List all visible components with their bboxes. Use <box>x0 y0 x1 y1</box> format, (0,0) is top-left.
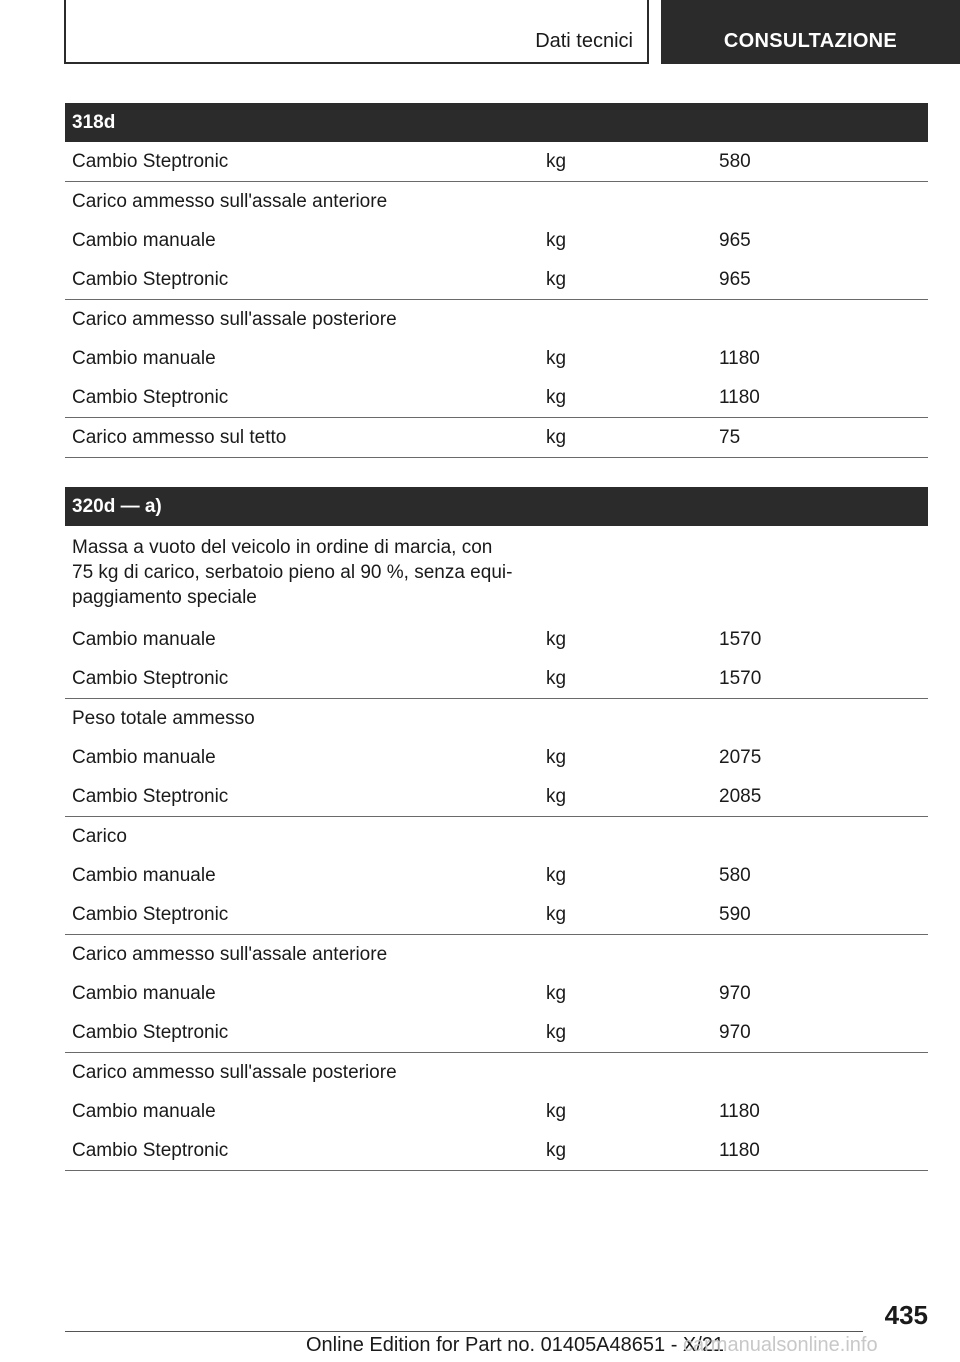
row-value: 75 <box>719 427 741 448</box>
row-value: 1180 <box>719 1140 760 1161</box>
row-unit: kg <box>546 747 567 768</box>
row-value: 590 <box>719 904 751 925</box>
row-label: Cambio Steptronic <box>72 904 229 925</box>
table-row <box>65 339 928 378</box>
table-row <box>65 620 928 659</box>
group-heading <box>65 699 928 738</box>
row-value: 1180 <box>719 387 760 408</box>
row-value: 580 <box>719 151 751 172</box>
header-tab[interactable] <box>661 0 960 64</box>
section-title: Dati tecnici <box>535 30 633 52</box>
row-label: Cambio Steptronic <box>72 786 229 807</box>
table-row <box>65 659 928 698</box>
table-group <box>65 526 928 699</box>
table-row <box>65 1131 928 1170</box>
tab-consultazione[interactable]: CONSULTAZIONE <box>723 30 898 52</box>
group-heading-line: paggiamento speciale <box>72 587 257 608</box>
table-row <box>65 738 928 777</box>
table-row <box>65 856 928 895</box>
table-group <box>65 300 928 418</box>
row-unit: kg <box>546 865 567 886</box>
row-label: Cambio manuale <box>72 865 216 886</box>
row-value: 965 <box>719 230 751 251</box>
group-heading <box>65 817 928 856</box>
row-value: 2075 <box>719 747 762 768</box>
row-unit: kg <box>546 427 567 448</box>
table-row <box>65 895 928 934</box>
table-row <box>65 378 928 417</box>
row-unit: kg <box>546 1140 567 1161</box>
row-value: 1180 <box>719 348 760 369</box>
table-title: 320d — a) <box>65 487 928 526</box>
table-row <box>65 142 928 181</box>
group-heading-text: Carico ammesso sull'assale posteriore <box>72 309 397 330</box>
table-group <box>65 817 928 935</box>
page-number: 435 <box>884 1300 928 1330</box>
table-group <box>65 142 928 182</box>
watermark: carmanualsonline.info <box>683 1334 878 1356</box>
row-unit: kg <box>546 1101 567 1122</box>
row-unit: kg <box>546 668 567 689</box>
row-unit: kg <box>546 348 567 369</box>
row-label: Cambio manuale <box>72 983 216 1004</box>
row-unit: kg <box>546 904 567 925</box>
group-heading <box>65 300 928 339</box>
table-group <box>65 699 928 817</box>
table-row <box>65 777 928 816</box>
row-unit: kg <box>546 983 567 1004</box>
row-value: 2085 <box>719 786 762 807</box>
row-label: Carico ammesso sul tetto <box>72 427 287 448</box>
row-label: Cambio Steptronic <box>72 387 229 408</box>
edition-note: Online Edition for Part no. 01405A48651 - X/21 <box>306 1334 725 1356</box>
row-unit: kg <box>546 151 567 172</box>
group-heading-line: Massa a vuoto del veicolo in ordine di marcia, con <box>72 537 493 558</box>
table-row <box>65 1013 928 1052</box>
row-value: 1570 <box>719 629 762 650</box>
row-value: 580 <box>719 865 751 886</box>
row-unit: kg <box>546 387 567 408</box>
group-heading-text: Carico ammesso sull'assale anteriore <box>72 944 388 965</box>
table-row <box>65 260 928 299</box>
table-row <box>65 1092 928 1131</box>
row-value: 965 <box>719 269 751 290</box>
row-value: 1570 <box>719 668 762 689</box>
footer-divider <box>65 1331 863 1332</box>
row-label: Cambio Steptronic <box>72 151 229 172</box>
row-label: Cambio manuale <box>72 629 216 650</box>
table-title: 318d <box>65 103 928 142</box>
row-value: 970 <box>719 983 751 1004</box>
header-section-box <box>64 0 649 64</box>
table-320d <box>65 487 928 1171</box>
group-heading-text: Carico ammesso sull'assale anteriore <box>72 191 388 212</box>
row-unit: kg <box>546 230 567 251</box>
group-heading <box>65 182 928 221</box>
table-row <box>65 221 928 260</box>
group-heading <box>65 526 512 620</box>
table-318d <box>65 103 928 458</box>
row-label: Cambio Steptronic <box>72 668 229 689</box>
group-heading-line: 75 kg di carico, serbatoio pieno al 90 %, senza equi- <box>72 562 513 583</box>
row-label: Cambio Steptronic <box>72 1022 229 1043</box>
table-group <box>65 418 928 458</box>
group-heading <box>65 1053 928 1092</box>
table-group <box>65 935 928 1053</box>
row-label: Cambio manuale <box>72 230 216 251</box>
row-label: Cambio Steptronic <box>72 269 229 290</box>
table-row <box>65 418 928 457</box>
row-unit: kg <box>546 629 567 650</box>
row-unit: kg <box>546 269 567 290</box>
group-heading <box>65 935 928 974</box>
table-row <box>65 974 928 1013</box>
group-heading-text: Carico <box>72 826 127 847</box>
table-group <box>65 1053 928 1171</box>
group-heading-text: Carico ammesso sull'assale posteriore <box>72 1062 397 1083</box>
table-group <box>65 182 928 300</box>
row-value: 1180 <box>719 1101 760 1122</box>
row-value: 970 <box>719 1022 751 1043</box>
row-unit: kg <box>546 786 567 807</box>
row-label: Cambio manuale <box>72 1101 216 1122</box>
row-label: Cambio Steptronic <box>72 1140 229 1161</box>
row-label: Cambio manuale <box>72 348 216 369</box>
row-label: Cambio manuale <box>72 747 216 768</box>
group-heading-text: Peso totale ammesso <box>72 708 255 729</box>
row-unit: kg <box>546 1022 567 1043</box>
